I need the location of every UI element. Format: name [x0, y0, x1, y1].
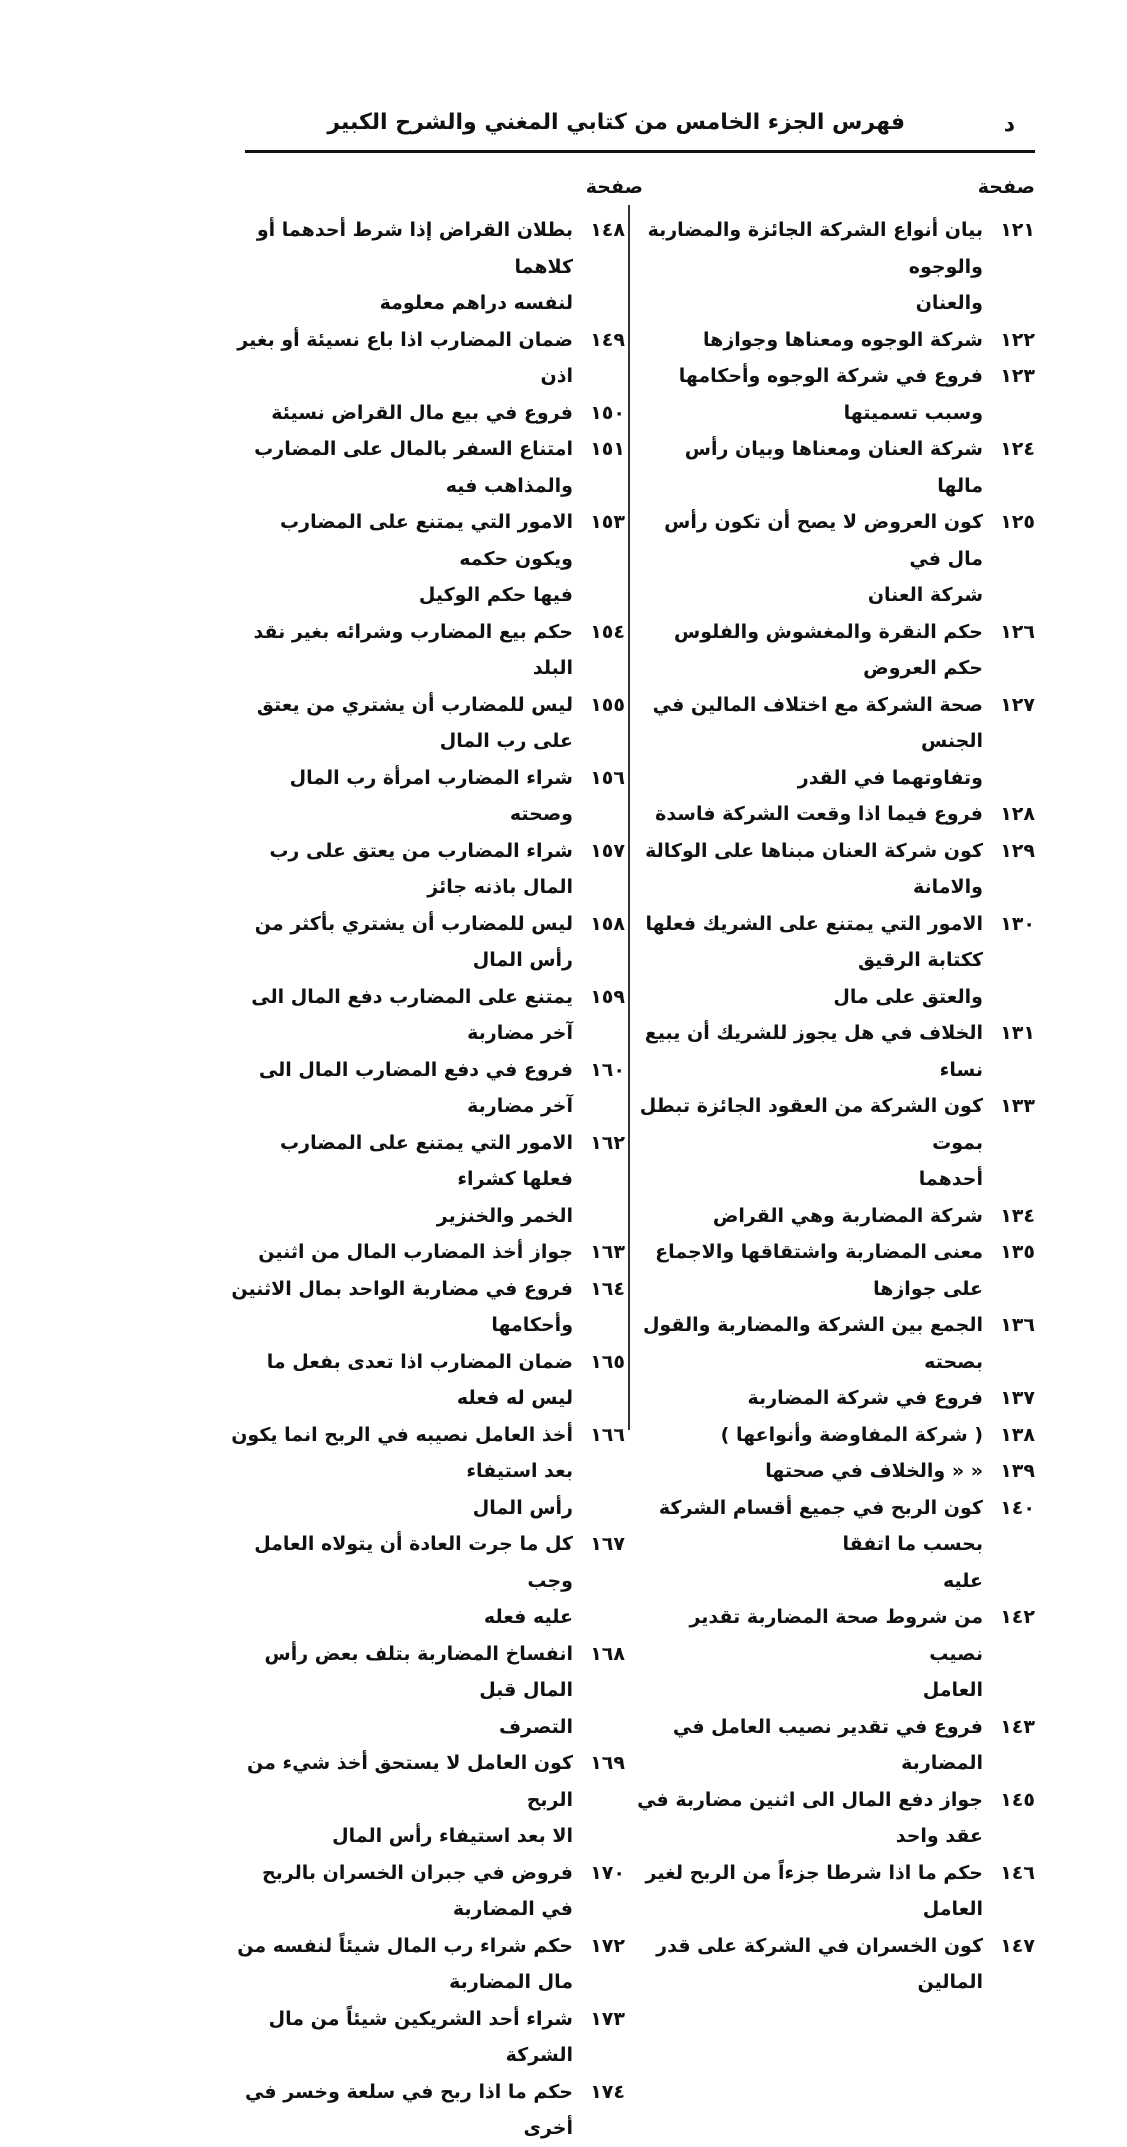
entry-page-number: ١٣٩ — [1000, 1460, 1035, 1482]
entry-title-line: امتناع السفر بالمال على المضارب والمذاهب فيه — [254, 438, 573, 497]
entry-title-line: شركة الوجوه ومعناها وجوازها — [703, 328, 983, 351]
index-entry — [225, 1745, 625, 1855]
entry-title-line: انفساخ المضاربة بتلف بعض رأس المال قبل — [264, 1642, 573, 1701]
entry-page-number: ١٢٢ — [1000, 328, 1035, 351]
index-entry — [225, 760, 625, 833]
entry-page-number: ١٦٧ — [590, 1533, 625, 1555]
index-entry — [225, 1417, 625, 1527]
entry-title — [635, 1855, 983, 1928]
entry-page-number: ١٢٦ — [1000, 620, 1035, 643]
index-entry — [635, 358, 1035, 431]
entry-title — [635, 1928, 983, 2001]
entry-title-line: الامور التي يمتنع على المضارب ويكون حكمه — [280, 511, 573, 570]
index-entry — [225, 1928, 625, 2001]
entry-page-number: ١٣٦ — [1000, 1314, 1035, 1336]
entry-page-number: ١٣٨ — [1000, 1423, 1035, 1446]
entry-title-line: التصرف — [498, 1715, 573, 1738]
entry-page-number: ١٥٤ — [590, 620, 625, 643]
entry-title-line: جواز دفع المال الى اثنين مضاربة في عقد واحد — [637, 1788, 983, 1847]
index-entry — [635, 1234, 1035, 1307]
entry-title — [635, 1599, 983, 1709]
left-index-column — [225, 212, 625, 2147]
index-entry — [635, 1782, 1035, 1855]
entry-page-number: ١٤٩ — [590, 328, 625, 351]
entry-title — [225, 322, 573, 395]
entry-title-line: والعنان — [915, 292, 983, 314]
entry-title-line: جواز أخذ المضارب المال من اثنين — [258, 1241, 573, 1263]
entry-title-line: الامور التي يمتنع على الشريك فعلها ككتابة الرقيق — [645, 912, 983, 971]
entry-title-line: الخلاف في هل يجوز للشريك أن يبيع نساء — [644, 1022, 983, 1081]
entry-page-number: ١٤٢ — [1000, 1606, 1035, 1628]
entry-title-line: حكم بيع المضارب وشرائه بغير نقد البلد — [253, 620, 573, 679]
index-entry — [635, 614, 1035, 687]
index-entry — [225, 1855, 625, 1928]
index-entry — [225, 431, 625, 504]
entry-page-number: ١٢٨ — [1000, 803, 1035, 825]
entry-title-line: « « والخلاف في صحتها — [765, 1460, 983, 1482]
entry-page-number: ١٥٠ — [590, 401, 625, 424]
entry-page-number: ١٥٦ — [590, 766, 625, 789]
entry-page-number: ١٧٠ — [590, 1861, 625, 1884]
entry-title-line: شركة العنان — [867, 584, 983, 606]
entry-page-number: ١٦٠ — [590, 1058, 625, 1081]
entry-title-line: الجمع بين الشركة والمضاربة والقول بصحته — [642, 1314, 983, 1373]
entry-title-line: فروع فيما اذا وقعت الشركة فاسدة — [655, 803, 983, 825]
entry-title-line: أخذ العامل نصيبه في الربح انما يكون بعد استيفاء — [231, 1423, 573, 1482]
entry-page-number: ١٣٠ — [1000, 912, 1035, 935]
index-entry — [635, 504, 1035, 614]
entry-title — [225, 1526, 573, 1636]
entry-title-line: ليس للمضارب أن يشتري بأكثر من رأس المال — [254, 912, 573, 971]
index-entry — [225, 906, 625, 979]
entry-page-number: ١٧٤ — [590, 2080, 625, 2103]
index-entry — [635, 1015, 1035, 1088]
entry-title — [225, 979, 573, 1052]
entry-title — [635, 1234, 983, 1307]
index-entry — [225, 614, 625, 687]
index-entry — [635, 833, 1035, 906]
entry-title — [225, 1271, 573, 1344]
entry-title — [635, 1782, 983, 1855]
index-entry — [225, 1526, 625, 1636]
index-entry — [225, 2001, 625, 2074]
entry-page-number: ١٣٣ — [1000, 1095, 1035, 1117]
entry-title — [635, 504, 983, 614]
index-entry — [225, 504, 625, 614]
index-entry — [635, 1709, 1035, 1782]
index-entry — [635, 322, 1035, 359]
entry-page-number: ١٦٥ — [590, 1350, 625, 1373]
index-entry — [635, 906, 1035, 1016]
entry-title — [635, 614, 983, 687]
entry-page-number: ١٢٥ — [1000, 511, 1035, 533]
entry-title — [635, 431, 983, 504]
header-rule — [245, 150, 1035, 153]
entry-title — [635, 1709, 983, 1782]
entry-page-number: ١٢٧ — [1000, 693, 1035, 716]
entry-title-line: كون العروض لا يصح أن تكون رأس مال في — [664, 511, 983, 570]
entry-page-number: ١٧٢ — [590, 1934, 625, 1957]
entry-title-line: فروع في شركة الوجوه وأحكامها وسبب تسميتها — [678, 365, 983, 424]
entry-title-line: وتفاوتهما في القدر — [797, 766, 983, 789]
entry-title — [225, 1636, 573, 1746]
entry-title-line: كون الشركة من العقود الجائزة تبطل بموت — [639, 1095, 983, 1154]
entry-page-number: ١٤٣ — [1000, 1715, 1035, 1738]
right-column-header: صفحة — [977, 176, 1035, 198]
entry-title-line: شراء المضارب من يعتق على رب المال باذنه جائز — [269, 839, 573, 898]
entry-title-line: فروع في تقدير نصيب العامل في المضاربة — [672, 1715, 983, 1774]
entry-title — [225, 395, 573, 432]
entry-title-line: حكم شراء رب المال شيئاً لنفسه من مال المضاربة — [237, 1934, 573, 1993]
entry-title — [225, 1745, 573, 1855]
entry-page-number: ١٤٦ — [1000, 1861, 1035, 1884]
entry-page-number: ١٦٨ — [590, 1642, 625, 1665]
entry-page-number: ١٣٥ — [1000, 1241, 1035, 1263]
entry-title — [635, 906, 983, 1016]
entry-page-number: ١٢٣ — [1000, 365, 1035, 387]
entry-title-line: الامور التي يمتنع على المضارب فعلها كشراء — [280, 1131, 573, 1190]
entry-title-line: شراء أحد الشريكين شيئاً من مال الشركة — [268, 2007, 573, 2066]
entry-title — [225, 906, 573, 979]
entry-page-number: ١٤٨ — [590, 219, 625, 241]
entry-title-line: كون الخسران في الشركة على قدر المالين — [656, 1934, 983, 1993]
entry-page-number: ١٣١ — [1000, 1022, 1035, 1044]
entry-title-line: حكم ما اذا شرطا جزءاً من الربح لغير العامل — [645, 1861, 983, 1920]
entry-page-number: ١٣٤ — [1000, 1204, 1035, 1227]
index-entry — [225, 395, 625, 432]
entry-title — [225, 1052, 573, 1125]
entry-title-line: حكم ما اذا ربح في سلعة وخسر في أخرى — [244, 2080, 573, 2139]
entry-title-line: بطلان القراض إذا شرط أحدهما أو كلاهما — [256, 219, 573, 278]
entry-page-number: ١٤٧ — [1000, 1934, 1035, 1957]
entry-title — [635, 1490, 983, 1600]
entry-title-line: كون شركة العنان مبناها على الوكالة والامانة — [645, 839, 983, 898]
entry-title-line: ( شركة المفاوضة وأنواعها ) — [720, 1423, 983, 1446]
index-entry — [225, 1234, 625, 1271]
entry-title — [225, 614, 573, 687]
entry-title-line: شركة المضاربة وهي القراض — [712, 1204, 983, 1227]
right-index-column — [635, 212, 1035, 2001]
entry-title-line: ضمان المضارب اذا باع نسيئة أو بغير اذن — [237, 328, 573, 387]
entry-title-line: العامل — [922, 1679, 983, 1701]
entry-page-number: ١٤٠ — [1000, 1496, 1035, 1519]
entry-page-number: ١٢٩ — [1000, 839, 1035, 862]
entry-title-line: عليه فعله — [483, 1606, 573, 1628]
entry-title-line: فروض في جبران الخسران بالربح في المضاربة — [261, 1861, 573, 1920]
entry-title — [225, 2001, 573, 2074]
entry-title — [635, 1198, 983, 1235]
entry-title-line: صحة الشركة مع اختلاف المالين في الجنس — [652, 693, 983, 752]
entry-title — [635, 322, 983, 359]
entry-title — [635, 1307, 983, 1380]
entry-title-line: فروع في دفع المضارب المال الى آخر مضاربة — [258, 1058, 573, 1117]
entry-title-line: فيها حكم الوكيل — [418, 584, 573, 606]
index-entry — [225, 212, 625, 322]
entry-title — [225, 2074, 573, 2147]
entry-title-line: أحدهما — [918, 1168, 983, 1190]
index-entry — [635, 1307, 1035, 1380]
entry-title — [635, 833, 983, 906]
index-entry — [635, 1928, 1035, 2001]
entry-title-line: فروع في مضاربة الواحد بمال الاثنين وأحكامها — [231, 1277, 573, 1336]
entry-page-number: ١٧٣ — [590, 2007, 625, 2030]
index-entry — [225, 687, 625, 760]
index-entry — [635, 1490, 1035, 1600]
entry-title — [635, 1417, 983, 1454]
page-letter: د — [1003, 112, 1015, 137]
entry-title — [635, 212, 983, 322]
entry-title — [635, 1015, 983, 1088]
entry-title — [635, 358, 983, 431]
entry-title — [635, 1088, 983, 1198]
column-divider — [628, 205, 630, 1430]
entry-page-number: ١٤٥ — [1000, 1788, 1035, 1811]
entry-title-line: معنى المضاربة واشتقاقها والاجماع على جوازها — [655, 1241, 983, 1300]
index-entry — [635, 1855, 1035, 1928]
entry-title-line: شراء المضارب امرأة رب المال وصحته — [289, 766, 573, 825]
index-entry — [635, 796, 1035, 833]
index-entry — [225, 322, 625, 395]
entry-title — [225, 1928, 573, 2001]
index-entry — [225, 833, 625, 906]
index-entry — [225, 1636, 625, 1746]
entry-title — [635, 1453, 983, 1490]
entry-page-number: ١٦٣ — [590, 1241, 625, 1263]
index-entry — [635, 1453, 1035, 1490]
entry-title — [225, 1125, 573, 1235]
entry-title — [225, 1417, 573, 1527]
entry-page-number: ١٥١ — [590, 438, 625, 460]
index-entry — [225, 1271, 625, 1344]
entry-page-number: ١٦٢ — [590, 1131, 625, 1154]
entry-title — [225, 760, 573, 833]
page-header — [245, 106, 1035, 146]
entry-page-number: ١٥٩ — [590, 985, 625, 1008]
entry-page-number: ١٦٦ — [590, 1423, 625, 1446]
entry-page-number: ١٥٥ — [590, 693, 625, 716]
entry-title-line: حكم النقرة والمغشوش والفلوس حكم العروض — [673, 620, 983, 679]
entry-title-line: كون العامل لا يستحق أخذ شيء من الربح — [247, 1752, 573, 1811]
entry-page-number: ١٣٧ — [1000, 1387, 1035, 1409]
index-entry — [635, 1198, 1035, 1235]
entry-page-number: ١٦٤ — [590, 1277, 625, 1300]
entry-title — [225, 833, 573, 906]
index-entry — [225, 1125, 625, 1235]
entry-title — [225, 431, 573, 504]
entry-title-line: فروع في بيع مال القراض نسيئة — [271, 401, 573, 424]
entry-title-line: ضمان المضارب اذا تعدى بفعل ما ليس له فعله — [266, 1350, 573, 1409]
entry-title-line: من شروط صحة المضاربة تقدير نصيب — [689, 1606, 983, 1665]
entry-title-line: والعتق على مال — [833, 985, 983, 1008]
entry-title-line: الا بعد استيفاء رأس المال — [332, 1825, 573, 1847]
entry-title — [225, 504, 573, 614]
index-entry — [635, 1088, 1035, 1198]
entry-title — [635, 796, 983, 833]
entry-title-line: بيان أنواع الشركة الجائزة والمضاربة والوجوه — [647, 219, 983, 278]
entry-title-line: الخمر والخنزير — [436, 1204, 573, 1227]
entry-title-line: يمتنع على المضارب دفع المال الى آخر مضاربة — [251, 985, 573, 1044]
index-entry — [635, 1380, 1035, 1417]
entry-title-line: عليه — [942, 1569, 983, 1592]
entry-title — [635, 687, 983, 797]
index-entry — [635, 687, 1035, 797]
index-entry — [635, 212, 1035, 322]
entry-title-line: كل ما جرت العادة أن يتولاه العامل وجب — [254, 1533, 573, 1592]
index-entry — [635, 431, 1035, 504]
entry-title-line: رأس المال — [472, 1496, 573, 1519]
index-entry — [225, 1052, 625, 1125]
entry-title-line: شركة العنان ومعناها وبيان رأس مالها — [684, 438, 983, 497]
entry-page-number: ١٢٤ — [1000, 438, 1035, 460]
entry-title — [635, 1380, 983, 1417]
entry-page-number: ١٢١ — [1000, 219, 1035, 241]
entry-title — [225, 212, 573, 322]
entry-title-line: فروع في شركة المضاربة — [747, 1387, 983, 1409]
entry-title-line: كون الربح في جميع أقسام الشركة بحسب ما اتفقا — [658, 1496, 983, 1555]
entry-title — [225, 687, 573, 760]
index-entry — [225, 1344, 625, 1417]
page-title: فهرس الجزء الخامس من كتابي المغني والشرح الكبير — [327, 110, 905, 135]
left-column-header: صفحة — [585, 176, 643, 198]
entry-title — [225, 1344, 573, 1417]
entry-title — [225, 1855, 573, 1928]
entry-page-number: ١٥٧ — [590, 839, 625, 862]
entry-page-number: ١٥٣ — [590, 511, 625, 533]
entry-title — [225, 1234, 573, 1271]
entry-title-line: ليس للمضارب أن يشتري من يعتق على رب المال — [256, 693, 573, 752]
index-entry — [635, 1599, 1035, 1709]
index-entry — [225, 979, 625, 1052]
entry-page-number: ١٥٨ — [590, 912, 625, 935]
entry-title-line: لنفسه دراهم معلومة — [379, 292, 573, 314]
index-entry — [225, 2074, 625, 2147]
index-entry — [635, 1417, 1035, 1454]
entry-page-number: ١٦٩ — [590, 1752, 625, 1774]
